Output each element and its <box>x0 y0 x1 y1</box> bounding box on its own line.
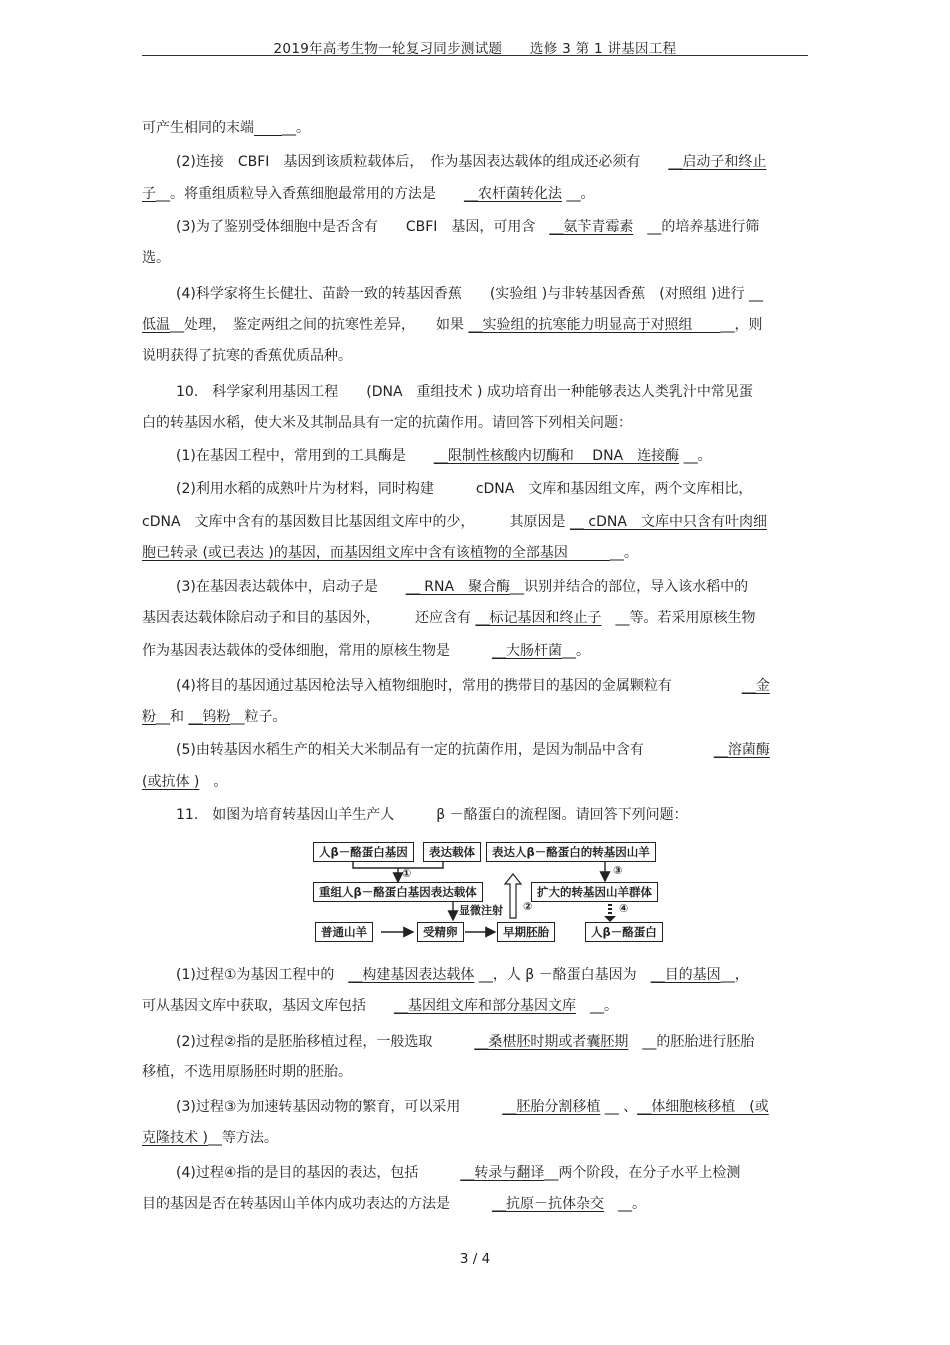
step3-label: ③ <box>613 864 623 877</box>
text-segment: 白的转基因水稻，使大米及其制品具有一定的抗菌作用。请回答下列相关问题： <box>142 415 632 431</box>
text-line <box>142 119 808 137</box>
answer-blank: __启动子和终止 <box>668 154 767 170</box>
vector-box: 表达载体 <box>423 842 481 862</box>
text-segment: 可从基因文库中获取，基因文库包括 <box>142 998 394 1014</box>
text-line <box>142 249 808 267</box>
step1-label: ① <box>402 867 412 880</box>
text-line <box>176 677 808 695</box>
text-line <box>176 806 808 824</box>
text-segment: (2)连接 CBFI 基因到该质粒载体后， 作为基因表达载体的组成还必须有 <box>176 154 669 170</box>
text-line <box>176 218 808 236</box>
text-line <box>142 1129 808 1147</box>
answer-blank: __溶菌酶 <box>713 742 770 758</box>
text-line <box>142 316 808 334</box>
text-segment: __，则 <box>720 317 763 333</box>
text-segment: 作为基因表达载体的受体细胞，常用的原核生物是 <box>142 643 492 659</box>
answer-blank: __基因组文库和部分基因文库 <box>394 998 576 1014</box>
microinjection-label: 显微注射 <box>459 904 503 917</box>
text-segment: __处理， 鉴定两组之间的抗寒性差异， 如果 <box>170 317 469 333</box>
text-segment: 目的基因是否在转基因山羊体内成功表达的方法是 <box>142 1196 492 1212</box>
answer-blank: 克隆技术 ) <box>142 1130 208 1146</box>
answer-blank: __实验组的抗寒能力明显高于对照组 <box>468 317 721 333</box>
answer-blank: 粉 <box>142 709 156 725</box>
answer-blank: __体细胞核移植 (或 <box>637 1099 769 1115</box>
text-segment: 选。 <box>142 250 170 266</box>
text-segment: (5)由转基因水稻生产的相关大米制品有一定的抗菌作用，是因为制品中含有 <box>176 742 714 758</box>
answer-blank: 低温 <box>142 317 170 333</box>
text-line <box>176 1098 808 1116</box>
text-line <box>142 1195 808 1213</box>
answer-blank: __桑椹胚时期或者囊胚期 <box>474 1034 629 1050</box>
text-segment: __ 、 <box>600 1099 638 1115</box>
text-line <box>142 609 808 627</box>
text-line <box>176 741 808 759</box>
text-segment: (3)为了鉴别受体细胞中是否含有 CBFI 基因，可用含 <box>176 219 550 235</box>
text-segment: __， <box>720 967 749 983</box>
text-segment: __。 <box>679 448 712 464</box>
text-segment: (4)将目的基因通过基因枪法导入植物细胞时，常用的携带目的基因的金属颗粒有 <box>176 678 742 694</box>
text-segment: __的培养基进行筛 <box>633 219 760 235</box>
text-line <box>142 414 808 432</box>
text-segment: 10. 科学家利用基因工程 (DNA 重组技术 ) 成功培育出一种能够表达人类乳汁中常见蛋 <box>176 384 753 400</box>
answer-blank: __氨苄青霉素 <box>549 219 634 235</box>
text-line <box>142 773 808 791</box>
header-rule <box>142 55 808 56</box>
text-line <box>142 997 808 1015</box>
page-number: 3 / 4 <box>459 1251 491 1267</box>
early-embryo-box: 早期胚胎 <box>497 922 555 942</box>
transgenic-goat-box: 表达人β－酪蛋白的转基因山羊 <box>486 842 656 862</box>
text-segment: 。 <box>199 774 228 790</box>
answer-blank: __构建基因表达载体 <box>348 967 475 983</box>
text-line <box>142 185 808 203</box>
answer-blank: __目的基因 <box>650 967 721 983</box>
text-segment: __。 <box>576 998 618 1014</box>
text-segment: 说明获得了抗寒的香蕉优质品种。 <box>142 348 352 364</box>
text-line <box>142 642 808 660</box>
text-segment: 11. 如图为培育转基因山羊生产人 β －酪蛋白的流程图。请回答下列问题： <box>176 807 688 823</box>
text-segment: __。 <box>609 545 638 561</box>
gene-box: 人β－酪蛋白基因 <box>313 842 414 862</box>
text-segment: __的胚胎进行胚胎 <box>628 1034 755 1050</box>
text-segment: __等方法。 <box>207 1130 278 1146</box>
flow-diagram <box>305 838 665 950</box>
answer-blank: __金 <box>741 678 770 694</box>
step4-label: ④ <box>619 902 629 915</box>
step2-label: ② <box>523 900 533 913</box>
answer-blank: __胚胎分割移植 <box>502 1099 601 1115</box>
answer-blank: __ cDNA 文库中只含有叶肉细 <box>569 514 767 530</box>
answer-blank: __大肠杆菌 <box>492 643 562 659</box>
answer-blank: __ RNA 聚合酶 <box>405 579 511 595</box>
text-segment: (4)过程④指的是目的基因的表达，包括 <box>176 1165 461 1181</box>
text-line <box>176 153 808 171</box>
text-line <box>176 1033 808 1051</box>
text-line <box>176 285 808 303</box>
answer-blank: __钨粉 <box>188 709 231 725</box>
text-segment: 可产生相同的末端 <box>142 120 254 136</box>
text-segment: __粒子。 <box>230 709 287 725</box>
text-segment: (2)过程②指的是胚胎移植过程，一般选取 <box>176 1034 475 1050</box>
text-segment: 基因表达载体除启动子和目的基因外， 还应含有 <box>142 610 476 626</box>
text-line <box>142 513 808 531</box>
text-segment: __和 <box>156 709 189 725</box>
answer-blank: __农杆菌转化法 <box>464 186 562 202</box>
expanded-herd-box: 扩大的转基因山羊群体 <box>531 882 658 902</box>
text-segment: (2)利用水稻的成熟叶片为材料，同时构建 cDNA 文库和基因组文库，两个文库相比， <box>176 481 753 497</box>
text-segment: __，人 β －酪蛋白基因为 <box>474 967 651 983</box>
step2-arrow <box>505 874 521 918</box>
text-line <box>142 1063 808 1081</box>
text-segment: __等。若采用原核生物 <box>601 610 756 626</box>
text-line <box>176 447 808 465</box>
answer-blank: __转录与翻译 <box>460 1165 545 1181</box>
text-line <box>176 966 808 984</box>
text-segment: __。 <box>604 1196 646 1212</box>
answer-blank: __标记基因和终止子 <box>475 610 602 626</box>
answer-blank: (或抗体 ) <box>142 774 200 790</box>
answer-blank: __限制性核酸内切酶和 DNA 连接酶 <box>433 448 680 464</box>
text-segment: __。 <box>282 120 310 136</box>
text-line <box>176 480 808 498</box>
text-segment: cDNA 文库中含有的基因数目比基因组文库中的少， 其原因是 <box>142 514 570 530</box>
text-line <box>176 578 808 596</box>
text-line <box>142 347 808 365</box>
normal-goat-box: 普通山羊 <box>315 922 373 942</box>
page-header: 2019年高考生物一轮复习同步测试题 选修 3 第 1 讲基因工程 <box>273 41 677 57</box>
protein-box: 人β－酪蛋白 <box>585 922 663 942</box>
answer-blank <box>254 120 282 136</box>
text-segment: __两个阶段，在分子水平上检测 <box>544 1165 741 1181</box>
answer-blank: 子 <box>142 186 156 202</box>
text-segment: 移植，不选用原肠胚时期的胚胎。 <box>142 1064 352 1080</box>
text-line <box>142 544 808 562</box>
text-line <box>176 1164 808 1182</box>
text-segment: (1)在基因工程中，常用到的工具酶是 <box>176 448 434 464</box>
text-segment: (3)在基因表达载体中，启动子是 <box>176 579 406 595</box>
text-segment: __识别并结合的部位，导入该水稻中的 <box>510 579 749 595</box>
text-line <box>176 383 808 401</box>
answer-blank: __抗原－抗体杂交 <box>492 1196 604 1212</box>
text-segment: (1)过程①为基因工程中的 <box>176 967 349 983</box>
text-segment: __。 <box>562 186 595 202</box>
text-segment: __。 <box>562 643 590 659</box>
fertilized-egg-box: 受精卵 <box>417 922 464 942</box>
text-line <box>142 708 808 726</box>
answer-blank: 胞已转录 (或已表达 )的基因，而基因组文库中含有该植物的全部基因 <box>142 545 610 561</box>
recombinant-vector-box: 重组人β－酪蛋白基因表达载体 <box>313 882 483 902</box>
text-segment: (3)过程③为加速转基因动物的繁育，可以采用 <box>176 1099 503 1115</box>
text-segment: __。将重组质粒导入香蕉细胞最常用的方法是 <box>156 186 464 202</box>
text-segment: (4)科学家将生长健壮、苗龄一致的转基因香蕉 (实验组 )与非转基因香蕉 (对照组 )进行 __ <box>176 286 764 302</box>
